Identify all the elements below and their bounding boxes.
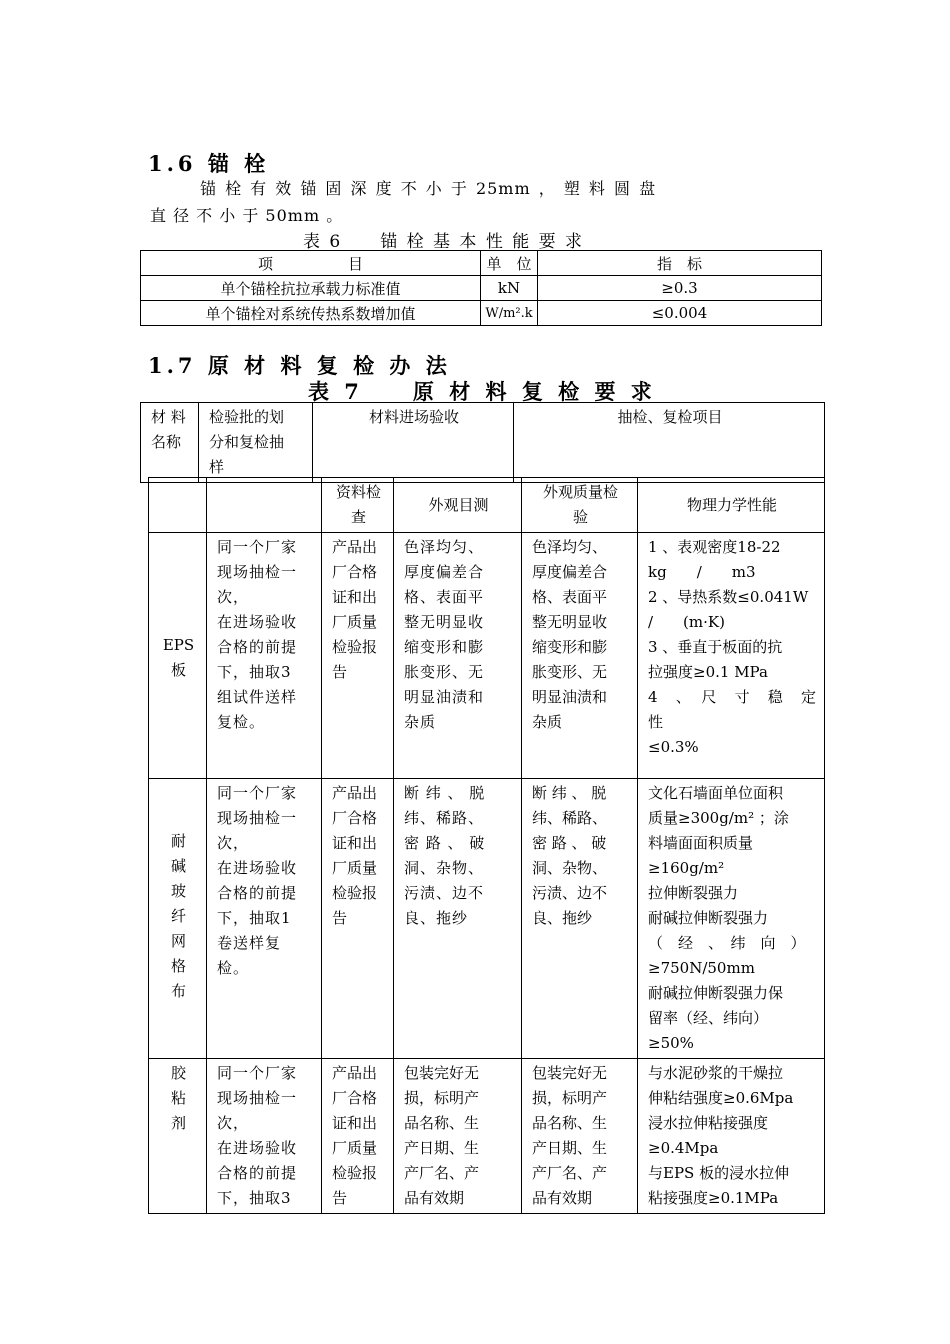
text-line: 下，抽取3 (217, 663, 292, 681)
text-line: ≥160g/m² (648, 859, 725, 877)
text-line: 品名称、生 (404, 1114, 480, 1132)
text-line: 包装完好无 (404, 1064, 480, 1082)
table7-batch (207, 1059, 322, 1214)
text-line: 整无明显收 (404, 613, 485, 631)
text-line: 4 、 尺 寸 稳 定 性 (648, 688, 832, 731)
section-1-7-heading: 1.7 原 材 料 复 检 办 法 (148, 353, 451, 378)
text-line: / (m·K) (648, 613, 725, 631)
text-line: 与水泥砂浆的干燥拉 (648, 1064, 784, 1082)
text-line: 断 纬 、 脱 (532, 784, 607, 802)
table7-quality (522, 1059, 638, 1214)
text-line: 格、表面平 (404, 588, 485, 606)
text-line: 密 路 、 破 (404, 834, 486, 852)
text-line: 复检。 (217, 713, 266, 731)
table7-batch (207, 533, 322, 779)
table7-subheader-empty1 (149, 478, 207, 533)
text-line: ≤0.3% (648, 738, 699, 756)
text-line: 同一个厂家 (217, 784, 298, 802)
text-line: 布 (170, 982, 186, 1000)
text-line: 污渍、边不 (404, 884, 485, 902)
text-line: 材 料 (151, 408, 186, 426)
table7-subheader-docs (322, 478, 394, 533)
text-line: 品名称、生 (532, 1114, 608, 1132)
table7-subheader-row (149, 478, 825, 533)
text-line: 产品出 (332, 1064, 378, 1082)
text-line: 料墙面面积质量 (648, 834, 754, 852)
text-line: 洞、杂物、 (532, 859, 608, 877)
section-1-6-paragraph-line2: 直 径 不 小 于 50mm 。 (150, 206, 344, 225)
text-line: 缩变形和膨 (404, 638, 485, 656)
text-line: 板 (170, 661, 186, 679)
text-line: 杂质 (532, 713, 563, 731)
text-line: 断 纬 、 脱 (404, 784, 486, 802)
text-line: ≥0.4Mpa (648, 1139, 719, 1157)
text-line: 剂 (170, 1114, 186, 1132)
table-row (149, 1059, 825, 1214)
text-line: 证和出 (332, 588, 378, 606)
text-line: 格、表面平 (532, 588, 608, 606)
text-line: 色泽均匀、 (532, 538, 608, 556)
table6-cell: W/m².k (481, 301, 538, 326)
table-row (149, 779, 825, 1059)
text-line: 耐 (170, 832, 186, 850)
text-line: 损，标明产 (532, 1089, 608, 1107)
text-line: 资料检 (335, 483, 381, 501)
table7-material-name (149, 533, 207, 779)
text-line: 检验报 (332, 1164, 378, 1182)
table7-material-name (149, 1059, 207, 1214)
table7-physics (638, 533, 832, 779)
table7-docs (322, 533, 394, 779)
text-line: 样 (209, 458, 225, 476)
text-line: kg / m3 (648, 563, 756, 581)
table7-subheader-physics: 物理力学性能 (638, 478, 825, 533)
table6-cell: ≥0.3 (538, 276, 822, 301)
text-line: 2 、导热系数≤0.041W (648, 588, 809, 606)
text-line: 产品出 (332, 784, 378, 802)
text-line: 证和出 (332, 834, 378, 852)
text-line: 合格的前提 (217, 884, 298, 902)
table6-header-unit: 单 位 (481, 251, 538, 276)
text-line: 验 (572, 508, 588, 526)
table7-batch (207, 779, 322, 1059)
table7-header-acceptance: 材料进场验收 (313, 403, 514, 483)
table7-header (140, 402, 825, 483)
text-line: 厂质量 (332, 613, 378, 631)
table7-subheader-quality (522, 478, 638, 533)
text-line: 良、拖纱 (404, 909, 469, 927)
text-line: 伸粘结强度≥0.6Mpa (648, 1089, 794, 1107)
table7-quality (522, 533, 638, 779)
table7-visual (394, 1059, 522, 1214)
text-line: 厂质量 (332, 859, 378, 877)
text-line: 粘接强度≥0.1MPa (648, 1189, 779, 1207)
text-line: 名称 (151, 433, 182, 451)
text-line: 质量≥300g/m² ；涂 (648, 809, 789, 827)
text-line: 品有效期 (404, 1189, 465, 1207)
text-line: 格 (170, 957, 186, 975)
table6-cell: kN (481, 276, 538, 301)
text-line: 告 (332, 1189, 348, 1207)
text-line: 纤 (170, 907, 186, 925)
table6-header-index: 指 标 (538, 251, 822, 276)
table7-header-material-name (141, 403, 199, 483)
text-line: 厚度偏差合 (532, 563, 608, 581)
text-line: 产日期、生 (532, 1139, 608, 1157)
text-line: 1 、表观密度18-22 (648, 538, 781, 556)
text-line: 粘 (170, 1089, 186, 1107)
text-line: 次， (217, 834, 250, 852)
table7-header-row (141, 403, 825, 483)
table7-header-recheck: 抽检、复检项目 (514, 403, 825, 483)
text-line: 检。 (217, 959, 250, 977)
table6 (140, 250, 822, 326)
table7-body (148, 477, 832, 1214)
text-line: 污渍、边不 (532, 884, 608, 902)
table7-header-batch (199, 403, 313, 483)
text-line: 留率（经、纬向） (648, 1009, 769, 1027)
table7-visual (394, 779, 522, 1059)
text-line: 品有效期 (532, 1189, 593, 1207)
section-1-6-paragraph-line1: 锚 栓 有 效 锚 固 深 度 不 小 于 25mm ， 塑 料 圆 盘 (200, 179, 657, 198)
table6-caption: 表 6 锚 栓 基 本 性 能 要 求 (303, 232, 585, 252)
text-line: 下，抽取3 (217, 1189, 292, 1207)
text-line: 杂质 (404, 713, 437, 731)
table7-material-name (149, 779, 207, 1059)
text-line: 产厂名、产 (404, 1164, 480, 1182)
text-line: 与EPS 板的浸水拉伸 (648, 1164, 790, 1182)
text-line: 碱 (170, 857, 186, 875)
text-line: 明显油渍和 (532, 688, 608, 706)
text-line: 现场抽检一 (217, 563, 298, 581)
table6-header-item: 项 目 (141, 251, 481, 276)
text-line: 厂合格 (332, 809, 378, 827)
table7-docs (322, 779, 394, 1059)
text-line: 产品出 (332, 538, 378, 556)
text-line: 分和复检抽 (209, 433, 285, 451)
text-line: 在进场验收 (217, 613, 298, 631)
table7-subheader-visual: 外观目测 (394, 478, 522, 533)
text-line: 现场抽检一 (217, 1089, 298, 1107)
text-line: 纬、稀路、 (404, 809, 485, 827)
text-line: 告 (332, 663, 348, 681)
text-line: 检验批的划 (209, 408, 285, 426)
text-line: 外观质量检 (542, 483, 618, 501)
table6-cell: 单个锚栓对系统传热系数增加值 (141, 301, 481, 326)
text-line: 缩变形和膨 (532, 638, 608, 656)
text-line: 合格的前提 (217, 638, 298, 656)
text-line: EPS (162, 636, 195, 654)
table6-header-row (141, 251, 822, 276)
text-line: 厂合格 (332, 563, 378, 581)
text-line: 胀变形、无 (532, 663, 608, 681)
text-line: 现场抽检一 (217, 809, 298, 827)
text-line: 合格的前提 (217, 1164, 298, 1182)
table-row (141, 301, 822, 326)
text-line: 检验报 (332, 884, 378, 902)
table6-cell: ≤0.004 (538, 301, 822, 326)
text-line: 次， (217, 588, 250, 606)
table7-caption: 表 7 原 材 料 复 检 要 求 (308, 379, 656, 404)
text-line: 损，标明产 (404, 1089, 480, 1107)
section-1-6-heading: 1.6 锚 栓 (148, 151, 270, 176)
text-line: 浸水拉伸粘接强度 (648, 1114, 769, 1132)
text-line: 密 路 、 破 (532, 834, 607, 852)
text-line: 同一个厂家 (217, 1064, 298, 1082)
text-line: 整无明显收 (532, 613, 608, 631)
text-line: 告 (332, 909, 348, 927)
text-line: 耐碱拉伸断裂强力保 (648, 984, 784, 1002)
table7-quality (522, 779, 638, 1059)
text-line: 产厂名、产 (532, 1164, 608, 1182)
text-line: 胀变形、无 (404, 663, 485, 681)
text-line: 厂质量 (332, 1139, 378, 1157)
table7-subheader-empty2 (207, 478, 322, 533)
text-line: ≥750N/50mm (648, 959, 755, 977)
text-line: 产日期、生 (404, 1139, 480, 1157)
text-line: 拉强度≥0.1 MPa (648, 663, 768, 681)
text-line: 下，抽取1 (217, 909, 292, 927)
text-line: 纬、稀路、 (532, 809, 608, 827)
text-line: 良、拖纱 (532, 909, 593, 927)
text-line: ≥50% (648, 1034, 694, 1052)
text-line: 网 (170, 932, 186, 950)
table6-cell: 单个锚栓抗拉承载力标准值 (141, 276, 481, 301)
table7-visual (394, 533, 522, 779)
text-line: 色泽均匀、 (404, 538, 485, 556)
text-line: 胶 (170, 1064, 186, 1082)
text-line: （ 经 、 纬 向 ） (648, 934, 806, 952)
text-line: 包装完好无 (532, 1064, 608, 1082)
text-line: 3 、垂直于板面的抗 (648, 638, 783, 656)
text-line: 卷送样复 (217, 934, 282, 952)
table7-docs (322, 1059, 394, 1214)
text-line: 文化石墙面单位面积 (648, 784, 784, 802)
table-row (141, 276, 822, 301)
text-line: 检验报 (332, 638, 378, 656)
table-row (149, 533, 825, 779)
text-line: 洞、杂物、 (404, 859, 485, 877)
text-line: 在进场验收 (217, 1139, 298, 1157)
text-line: 查 (350, 508, 366, 526)
text-line: 玻 (170, 882, 186, 900)
text-line: 组试件送样 (217, 688, 298, 706)
text-line: 厂合格 (332, 1089, 378, 1107)
text-line: 厚度偏差合 (404, 563, 485, 581)
table7-physics (638, 1059, 825, 1214)
table7-physics (638, 779, 825, 1059)
text-line: 次， (217, 1114, 250, 1132)
text-line: 拉伸断裂强力 (648, 884, 739, 902)
text-line: 证和出 (332, 1114, 378, 1132)
text-line: 明显油渍和 (404, 688, 485, 706)
text-line: 在进场验收 (217, 859, 298, 877)
text-line: 同一个厂家 (217, 538, 298, 556)
text-line: 耐碱拉伸断裂强力 (648, 909, 769, 927)
